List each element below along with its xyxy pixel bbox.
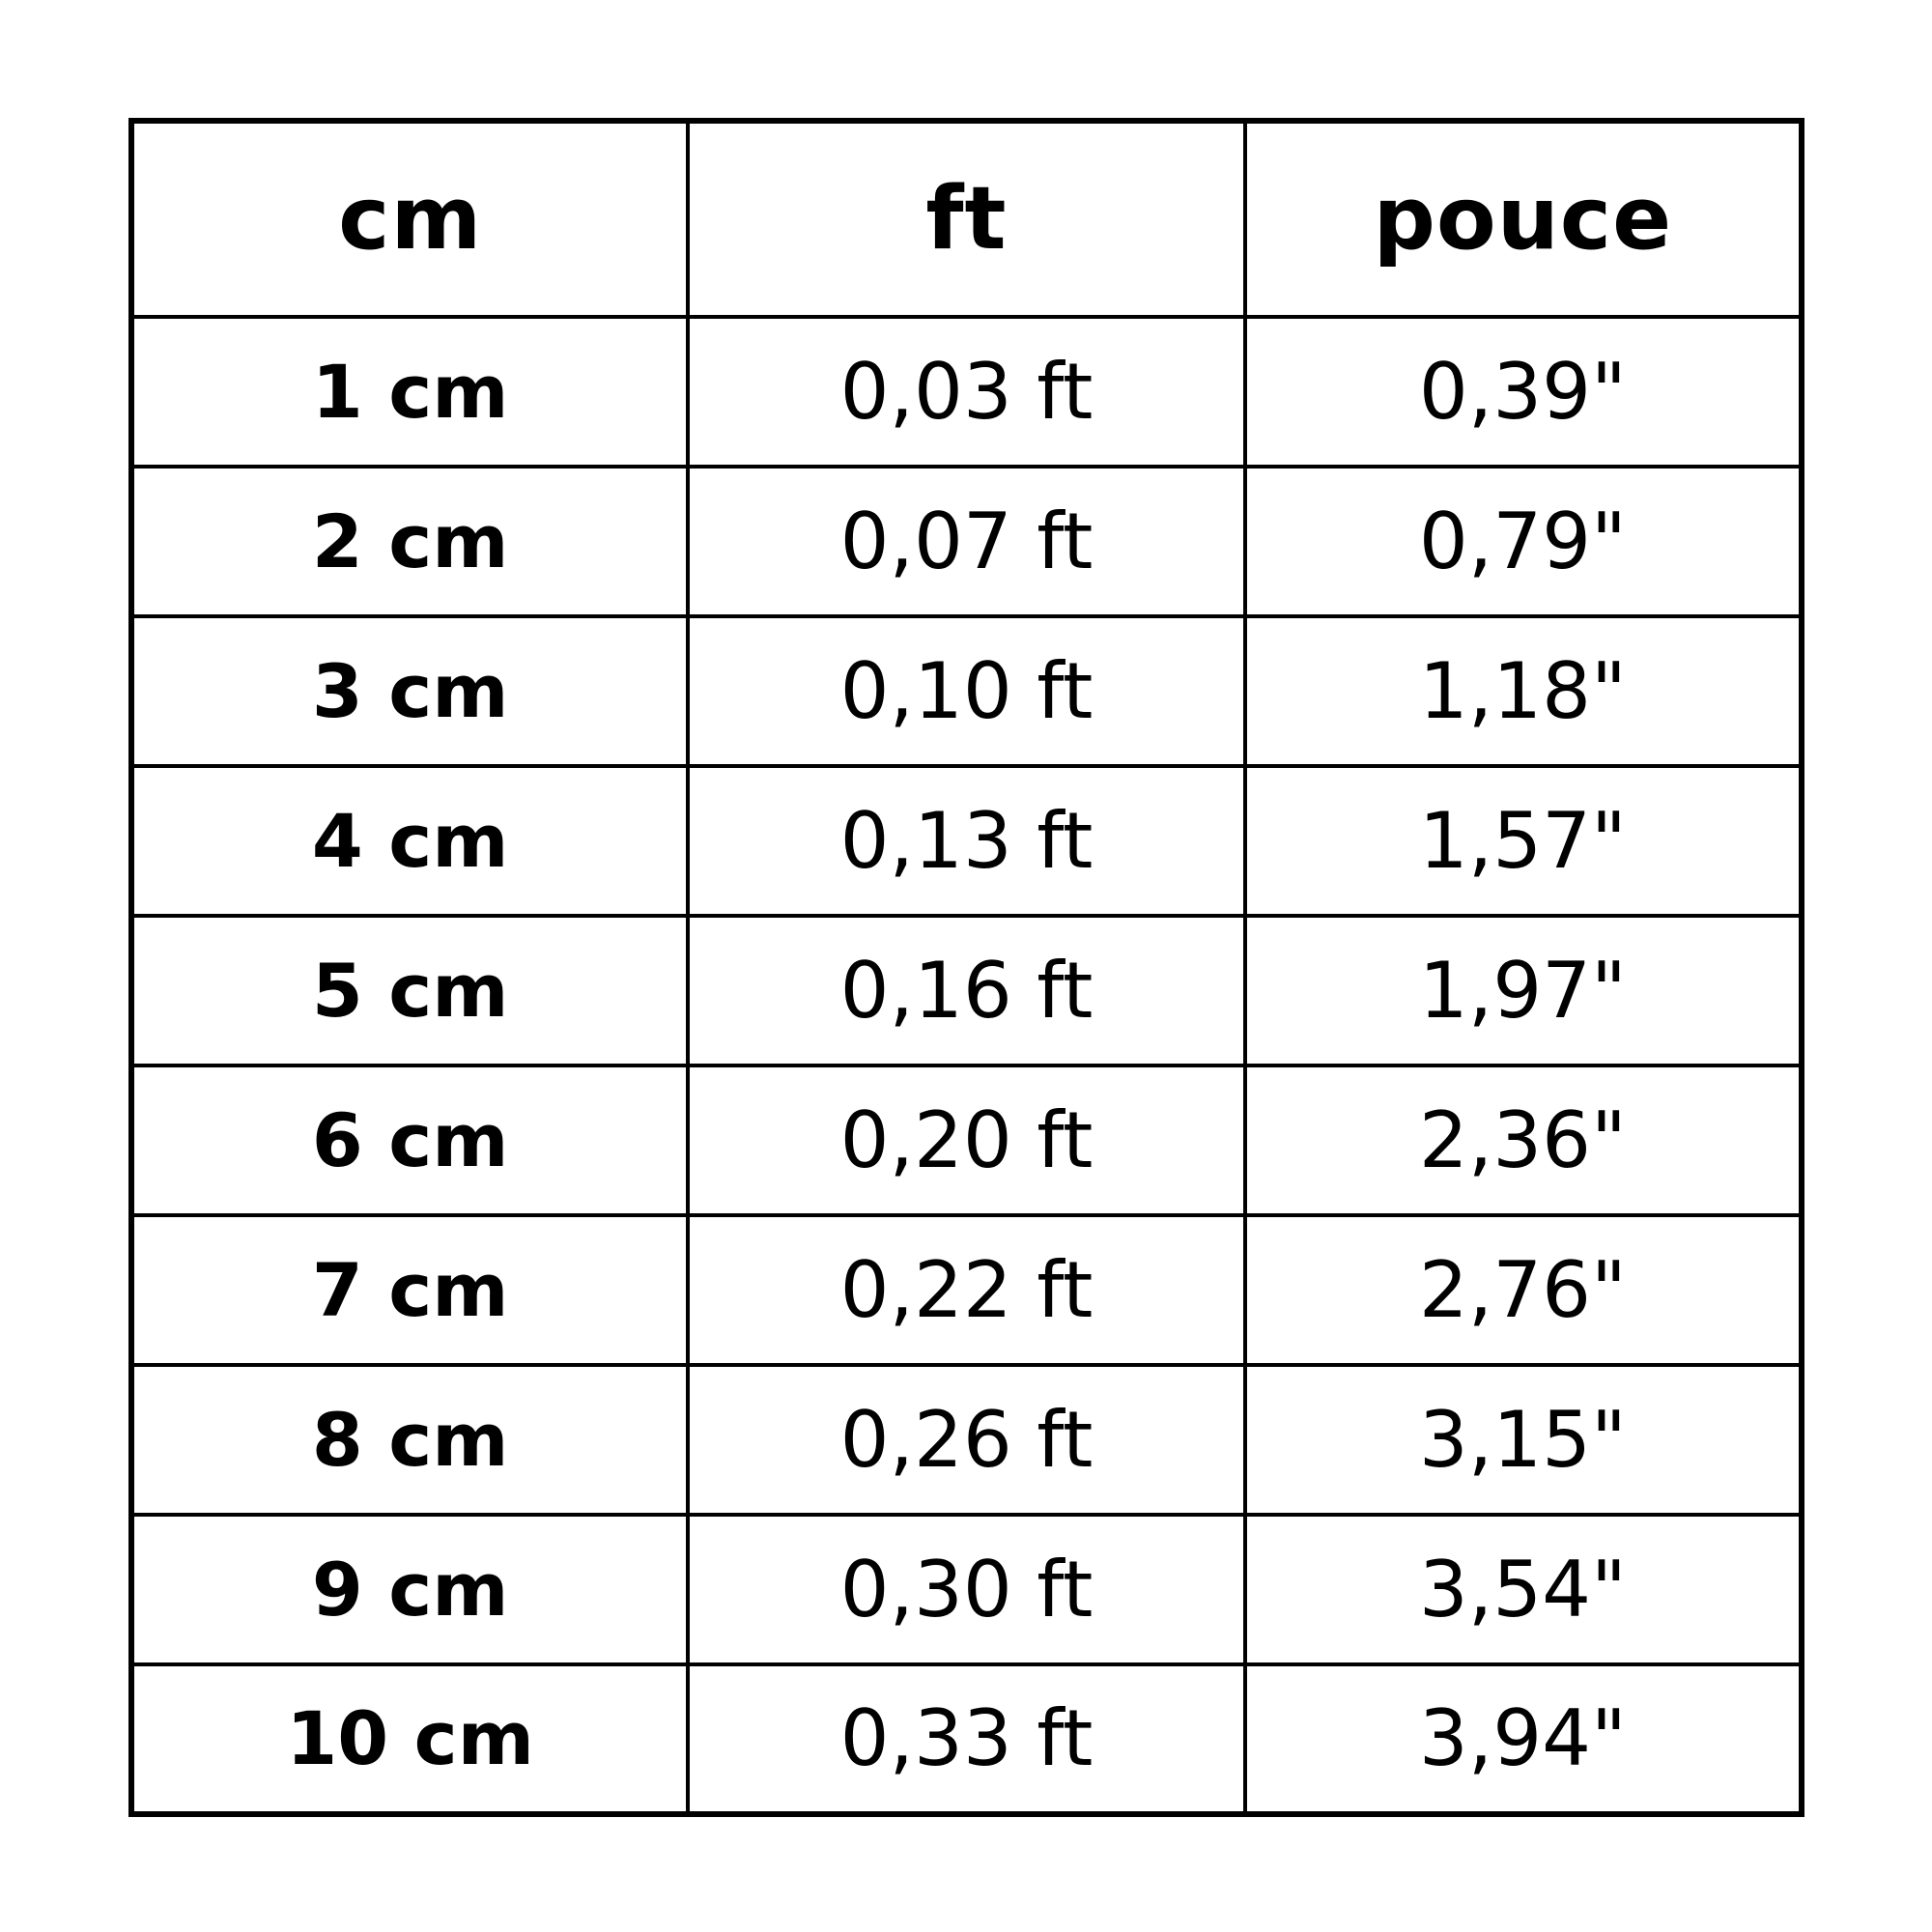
value-pouce: 3,15" — [1245, 1365, 1802, 1515]
value-ft: 0,10 ft — [688, 616, 1244, 766]
table-row — [131, 766, 1802, 916]
row-label-cm: 4 cm — [131, 766, 688, 916]
header-row — [131, 121, 1802, 317]
row-label-cm: 10 cm — [131, 1664, 688, 1814]
value-ft: 0,22 ft — [688, 1215, 1244, 1365]
row-label-cm: 5 cm — [131, 916, 688, 1065]
table-row — [131, 317, 1802, 467]
col-header-cm: cm — [131, 121, 688, 317]
value-pouce: 3,94" — [1245, 1664, 1802, 1814]
value-pouce: 2,36" — [1245, 1065, 1802, 1215]
row-label-cm: 3 cm — [131, 616, 688, 766]
value-ft: 0,26 ft — [688, 1365, 1244, 1515]
value-ft: 0,13 ft — [688, 766, 1244, 916]
table-row — [131, 1065, 1802, 1215]
table-row — [131, 616, 1802, 766]
table-row — [131, 1515, 1802, 1664]
cm-ft-pouce-conversion-table — [128, 118, 1804, 1817]
table-row — [131, 916, 1802, 1065]
table-header — [131, 121, 1802, 317]
value-ft: 0,03 ft — [688, 317, 1244, 467]
row-label-cm: 6 cm — [131, 1065, 688, 1215]
row-label-cm: 8 cm — [131, 1365, 688, 1515]
table-body — [131, 317, 1802, 1814]
value-pouce: 1,18" — [1245, 616, 1802, 766]
col-header-ft: ft — [688, 121, 1244, 317]
table-row — [131, 467, 1802, 616]
value-ft: 0,30 ft — [688, 1515, 1244, 1664]
value-pouce: 1,57" — [1245, 766, 1802, 916]
table-row — [131, 1365, 1802, 1515]
value-pouce: 1,97" — [1245, 916, 1802, 1065]
value-ft: 0,07 ft — [688, 467, 1244, 616]
value-pouce: 2,76" — [1245, 1215, 1802, 1365]
value-pouce: 3,54" — [1245, 1515, 1802, 1664]
row-label-cm: 2 cm — [131, 467, 688, 616]
value-pouce: 0,79" — [1245, 467, 1802, 616]
col-header-pouce: pouce — [1245, 121, 1802, 317]
row-label-cm: 9 cm — [131, 1515, 688, 1664]
table-row — [131, 1215, 1802, 1365]
table-row — [131, 1664, 1802, 1814]
value-pouce: 0,39" — [1245, 317, 1802, 467]
row-label-cm: 1 cm — [131, 317, 688, 467]
value-ft: 0,20 ft — [688, 1065, 1244, 1215]
value-ft: 0,33 ft — [688, 1664, 1244, 1814]
value-ft: 0,16 ft — [688, 916, 1244, 1065]
row-label-cm: 7 cm — [131, 1215, 688, 1365]
